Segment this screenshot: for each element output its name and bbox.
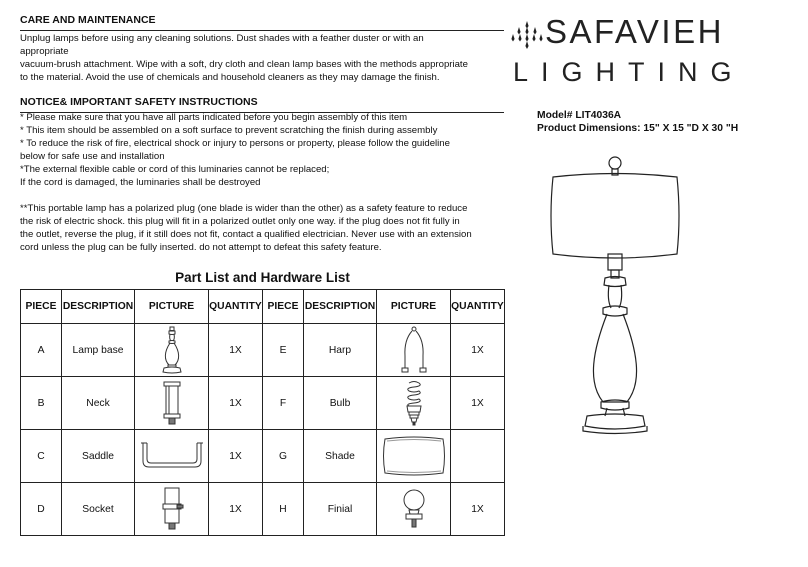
description-cell: Shade bbox=[304, 430, 377, 483]
parts-table bbox=[20, 289, 505, 536]
plug-notice-line: the risk of electric shock. this plug will fit in a polarized outlet only one way. if the plug does not fit fully in bbox=[20, 216, 460, 227]
care-heading: CARE AND MAINTENANCE bbox=[20, 14, 156, 26]
picture-cell bbox=[135, 377, 209, 430]
header-cell: PICTURE bbox=[377, 290, 451, 324]
brand-sub: LIGHTING bbox=[513, 57, 745, 87]
parts-list-title: Part List and Hardware List bbox=[175, 270, 350, 285]
socket-icon bbox=[135, 486, 208, 532]
brand-name: SAFAVIEH bbox=[545, 13, 724, 50]
lamp-base-icon bbox=[135, 326, 208, 374]
picture-cell bbox=[377, 377, 451, 430]
shade-icon bbox=[377, 434, 450, 478]
table-row bbox=[21, 430, 505, 483]
piece-cell: G bbox=[263, 430, 304, 483]
piece-cell: E bbox=[263, 324, 304, 377]
harp-icon bbox=[377, 326, 450, 374]
piece-cell: A bbox=[21, 324, 62, 377]
table-row bbox=[21, 483, 505, 536]
safety-line: *The external flexible cable or cord of this luminaries cannot be replaced; bbox=[20, 164, 330, 175]
quantity-cell: 1X bbox=[209, 377, 263, 430]
piece-cell: C bbox=[21, 430, 62, 483]
header-cell: DESCRIPTION bbox=[304, 290, 377, 324]
header-cell: PIECE bbox=[263, 290, 304, 324]
plug-notice-line: cord unless the plug can be fully inserted. do not attempt to defeat this safety feature. bbox=[20, 242, 382, 253]
description-cell: Socket bbox=[62, 483, 135, 536]
table-header-row bbox=[21, 290, 505, 324]
safety-heading: NOTICE& IMPORTANT SAFETY INSTRUCTIONS bbox=[20, 96, 258, 108]
piece-cell: B bbox=[21, 377, 62, 430]
quantity-cell: 1X bbox=[209, 430, 263, 483]
safety-line: * To reduce the risk of fire, electrical shock or injury to persons or property, please follow the guideline bbox=[20, 138, 450, 149]
plug-notice bbox=[20, 202, 472, 254]
chandelier-logo-icon bbox=[510, 19, 544, 56]
plug-notice-line: the outlet, reverse the plug, if it still does not fit, contact a qualified electrician. Never use with an extension bbox=[20, 229, 472, 240]
header-cell: PICTURE bbox=[135, 290, 209, 324]
picture-cell bbox=[377, 324, 451, 377]
description-cell: Finial bbox=[304, 483, 377, 536]
finial-icon bbox=[377, 488, 450, 530]
header-cell: QUANTITY bbox=[209, 290, 263, 324]
picture-cell bbox=[135, 324, 209, 377]
quantity-cell: 1X bbox=[451, 483, 505, 536]
table-row bbox=[21, 377, 505, 430]
lamp-diagram bbox=[545, 150, 685, 440]
quantity-cell: 1X bbox=[209, 324, 263, 377]
safety-line: * Please make sure that you have all parts indicated before you begin assembly of this item bbox=[20, 112, 408, 123]
header-cell: DESCRIPTION bbox=[62, 290, 135, 324]
plug-notice-line: **This portable lamp has a polarized plug (one blade is wider than the other) as a safety feature to reduce bbox=[20, 203, 468, 214]
description-cell: Lamp base bbox=[62, 324, 135, 377]
picture-cell bbox=[377, 430, 451, 483]
piece-cell: F bbox=[263, 377, 304, 430]
table-row bbox=[21, 324, 505, 377]
piece-cell: D bbox=[21, 483, 62, 536]
picture-cell bbox=[135, 430, 209, 483]
saddle-icon bbox=[135, 439, 208, 473]
piece-cell: H bbox=[263, 483, 304, 536]
description-cell: Neck bbox=[62, 377, 135, 430]
description-cell: Harp bbox=[304, 324, 377, 377]
care-line: appropriate bbox=[20, 46, 69, 57]
safety-line: If the cord is damaged, the luminaries shall be destroyed bbox=[20, 177, 261, 188]
quantity-cell: 1X bbox=[451, 377, 505, 430]
care-divider bbox=[20, 30, 504, 31]
quantity-cell: 1X bbox=[209, 483, 263, 536]
description-cell: Saddle bbox=[62, 430, 135, 483]
safety-line: * This item should be assembled on a soft surface to prevent scratching the finish during assembly bbox=[20, 125, 438, 136]
care-line: to the material. Avoid the use of chemicals and household cleaners as they may damage the finish. bbox=[20, 72, 440, 83]
neck-icon bbox=[135, 380, 208, 426]
picture-cell bbox=[135, 483, 209, 536]
header-cell: PIECE bbox=[21, 290, 62, 324]
safety-line: below for safe use and installation bbox=[20, 151, 165, 162]
product-dimensions: Product Dimensions: 15" X 15 "D X 30 "H bbox=[537, 123, 739, 134]
header-cell: QUANTITY bbox=[451, 290, 505, 324]
care-text bbox=[20, 32, 468, 84]
quantity-cell bbox=[451, 430, 505, 483]
description-cell: Bulb bbox=[304, 377, 377, 430]
quantity-cell: 1X bbox=[451, 324, 505, 377]
care-line: Unplug lamps before using any cleaning solutions. Dust shades with a feather duster or with an bbox=[20, 33, 424, 44]
care-line: vacuum-brush attachment. Wipe with a soft, dry cloth and clean lamp bases with the methods appropriate bbox=[20, 59, 468, 70]
safety-text bbox=[20, 111, 450, 189]
bulb-icon bbox=[377, 379, 450, 427]
picture-cell bbox=[377, 483, 451, 536]
model-number: Model# LIT4036A bbox=[537, 110, 622, 121]
